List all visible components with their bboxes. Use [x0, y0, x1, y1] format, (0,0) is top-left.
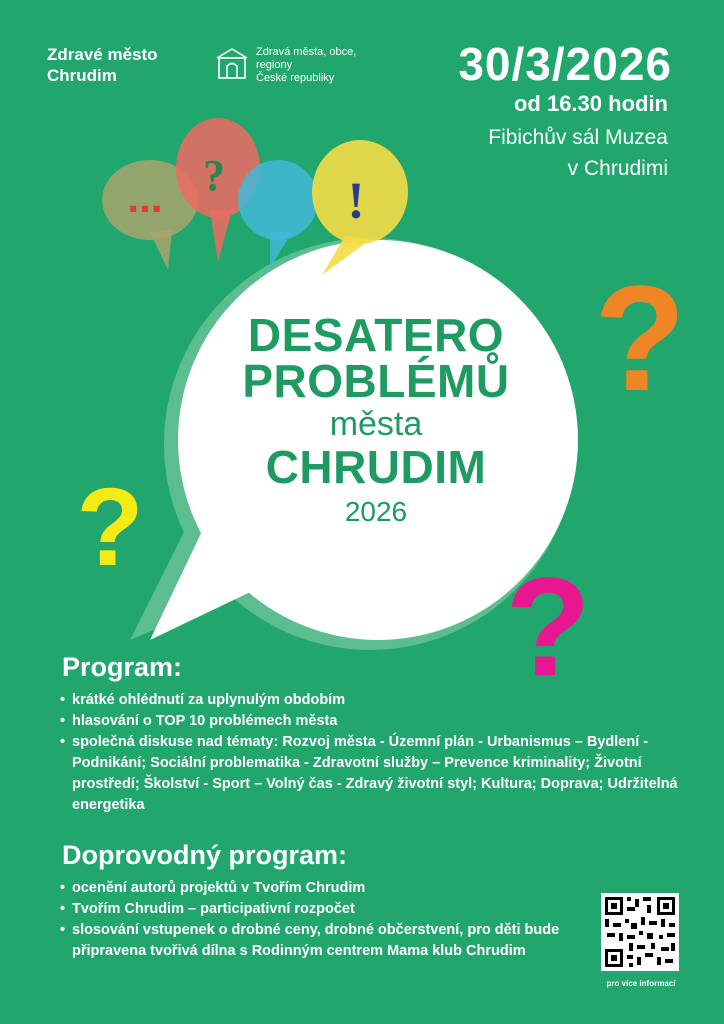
- list-item: • ocenění autorů projektů v Tvořím Chrudim: [60, 878, 560, 899]
- main-title: [186, 309, 566, 534]
- network-line2: České republiky: [256, 72, 335, 84]
- title-year: 2026: [344, 496, 408, 527]
- list-item: • krátké ohlédnutí za uplynulým obdobím: [60, 690, 690, 711]
- blue-bubble: [238, 160, 318, 240]
- city-logo-line1: Zdravé město: [47, 45, 158, 64]
- venue-line2: v Chrudimi: [567, 157, 668, 180]
- qr-code[interactable]: [601, 893, 679, 971]
- magenta-question-icon: ?: [505, 548, 591, 700]
- program-heading: Program:: [62, 652, 183, 682]
- title-line1: DESATERO: [247, 309, 505, 361]
- list-item: • slosování vstupenek o drobné ceny, drobné občerstvení, pro děti bude připravena tvořivá dílna s Rodinným centrem Mama klub Chrudim: [60, 920, 560, 962]
- title-line2: PROBLÉMŮ: [242, 355, 510, 407]
- event-date: 30/3/2026: [458, 38, 672, 90]
- list-item: • Tvořím Chrudim – participativní rozpočet: [60, 899, 560, 920]
- qr-caption: pro více informací: [606, 979, 676, 988]
- question-mark: ?: [203, 151, 225, 200]
- program-list: [60, 690, 690, 816]
- venue-line1: Fibichův sál Muzea: [488, 126, 668, 149]
- title-line3: města: [329, 405, 423, 443]
- network-line1: Zdravá města, obce, regiony: [256, 46, 357, 71]
- city-logo-line2: Chrudim: [47, 66, 117, 85]
- orange-question-icon: ?: [594, 254, 686, 422]
- event-time: od 16.30 hodin: [513, 91, 668, 116]
- dots-mark: ...: [127, 174, 163, 221]
- exclamation-mark: !: [347, 173, 365, 230]
- title-line4: CHRUDIM: [265, 441, 487, 493]
- list-item: • hlasování o TOP 10 problémech města: [60, 711, 690, 732]
- list-item: • společná diskuse nad tématy: Rozvoj města - Územní plán - Urbanismus – Bydlení - Podnikání; Sociální problematika - Zdravotní služby – Prevence kriminality; Životní prostředí; Školství - Sport – Volný čas - Zdravý životní styl; Kultura; Doprava; Udržitelná energetika: [60, 732, 690, 816]
- accompanying-list: [60, 878, 560, 962]
- yellow-question-icon: ?: [76, 466, 144, 589]
- accompanying-heading: Doprovodný program:: [62, 840, 348, 870]
